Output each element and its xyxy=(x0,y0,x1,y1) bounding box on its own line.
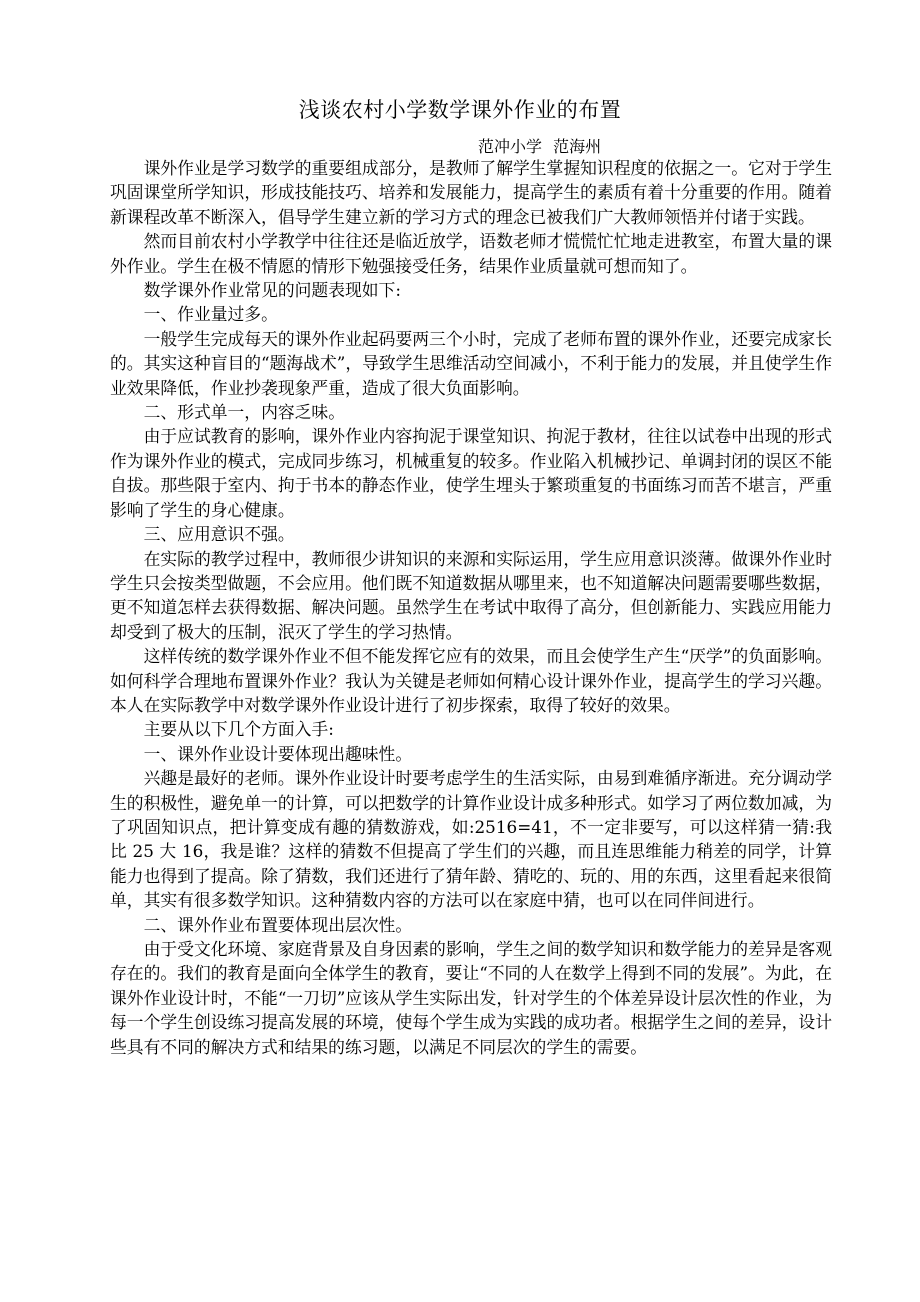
section-heading: 二、课外作业布置要体现出层次性。 xyxy=(143,914,413,935)
paragraph: 数学课外作业常见的问题表现如下: xyxy=(143,280,401,301)
paragraph: 兴趣是最好的老师。课外作业设计时要考虑学生的生活实际，由易到难循序渐进。充分调动学生的积极性，避免单一的计算，可以把数学的计算作业设计成多种形式。如学习了两位数加减，为了巩固知识点，把计算变成有趣的猜数游戏，如:2516=41，不一定非要写，可以这样猜一猜:我比 25 大 16，我是谁？这样的猜数不但提高了学生们的兴趣，而且连思维能力稍差的同学，计算能力也得到了提高。除了猜数，我们还进行了猜年龄、猜吃的、玩的、用的东西，这里看起来很简单，其实有很多数学知识。这种猜数内容的方法可以在家庭中猜，也可以在同伴间进行。 xyxy=(110,768,832,911)
paragraph: 主要从以下几个方面入手: xyxy=(143,719,334,740)
section-heading: 二、形式单一，内容乏味。 xyxy=(143,402,345,423)
document-body xyxy=(110,156,832,1059)
paragraph: 在实际的教学过程中，教师很少讲知识的来源和实际运用，学生应用意识淡薄。做课外作业时学生只会按类型做题，不会应用。他们既不知道数据从哪里来，也不知道解决问题需要哪些数据，更不知道怎样去获得数据、解决问题。虽然学生在考试中取得了高分，但创新能力、实践应用能力却受到了极大的压制，泯灭了学生的学习热情。 xyxy=(110,548,832,642)
document-title: 浅谈农村小学数学课外作业的布置 xyxy=(298,98,622,122)
section-heading: 一、作业量过多。 xyxy=(143,304,278,325)
paragraph: 由于受文化环境、家庭背景及自身因素的影响，学生之间的数学知识和数学能力的差异是客观存在的。我们的教育是面向全体学生的教育，要让“不同的人在数学上得到不同的发展”。为此，在课外作业设计时，不能“一刀切”应该从学生实际出发，针对学生的个体差异设计层次性的作业，为每一个学生创设练习提高发展的环境，使每个学生成为实践的成功者。根据学生之间的差异，设计些具有不同的解决方式和结果的练习题，以满足不同层次的学生的需要。 xyxy=(110,939,832,1057)
section-heading: 一、课外作业设计要体现出趣味性。 xyxy=(143,743,413,764)
paragraph: 这样传统的数学课外作业不但不能发挥它应有的效果，而且会使学生产生“厌学”的负面影响。如何科学合理地布置课外作业？我认为关键是老师如何精心设计课外作业，提高学生的学习兴趣。本人在实际教学中对数学课外作业设计进行了初步探索，取得了较好的效果。 xyxy=(110,646,833,715)
paragraph: 一般学生完成每天的课外作业起码要两三个小时，完成了老师布置的课外作业，还要完成家长的。其实这种盲目的“题海战术”，导致学生思维活动空间减小，不利于能力的发展，并且使学生作业效果降低，作业抄袭现象严重，造成了很大负面影响。 xyxy=(110,328,832,398)
paragraph: 然而目前农村小学教学中往往还是临近放学，语数老师才慌慌忙忙地走进教室，布置大量的课外作业。学生在极不情愿的情形下勉强接受任务，结果作业质量就可想而知了。 xyxy=(110,231,832,276)
section-heading: 三、应用意识不强。 xyxy=(143,524,295,545)
paragraph: 由于应试教育的影响，课外作业内容拘泥于课堂知识、拘泥于教材，往往以试卷中出现的形式作为课外作业的模式，完成同步练习，机械重复的较多。作业陷入机械抄记、单调封闭的误区不能自拔。那些限于室内、拘于书本的静态作业，使学生埋头于繁琐重复的书面练习而苦不堪言，严重影响了学生的身心健康。 xyxy=(110,426,832,520)
author-byline: 范冲小学 范海州 xyxy=(478,137,602,156)
paragraph: 课外作业是学习数学的重要组成部分，是教师了解学生掌握知识程度的依据之一。它对于学生巩固课堂所学知识，形成技能技巧、培养和发展能力，提高学生的素质有着十分重要的作用。随着新课程改革不断深入，倡导学生建立新的学习方式的理念已被我们广大教师领悟并付诸于实践。 xyxy=(110,158,832,227)
